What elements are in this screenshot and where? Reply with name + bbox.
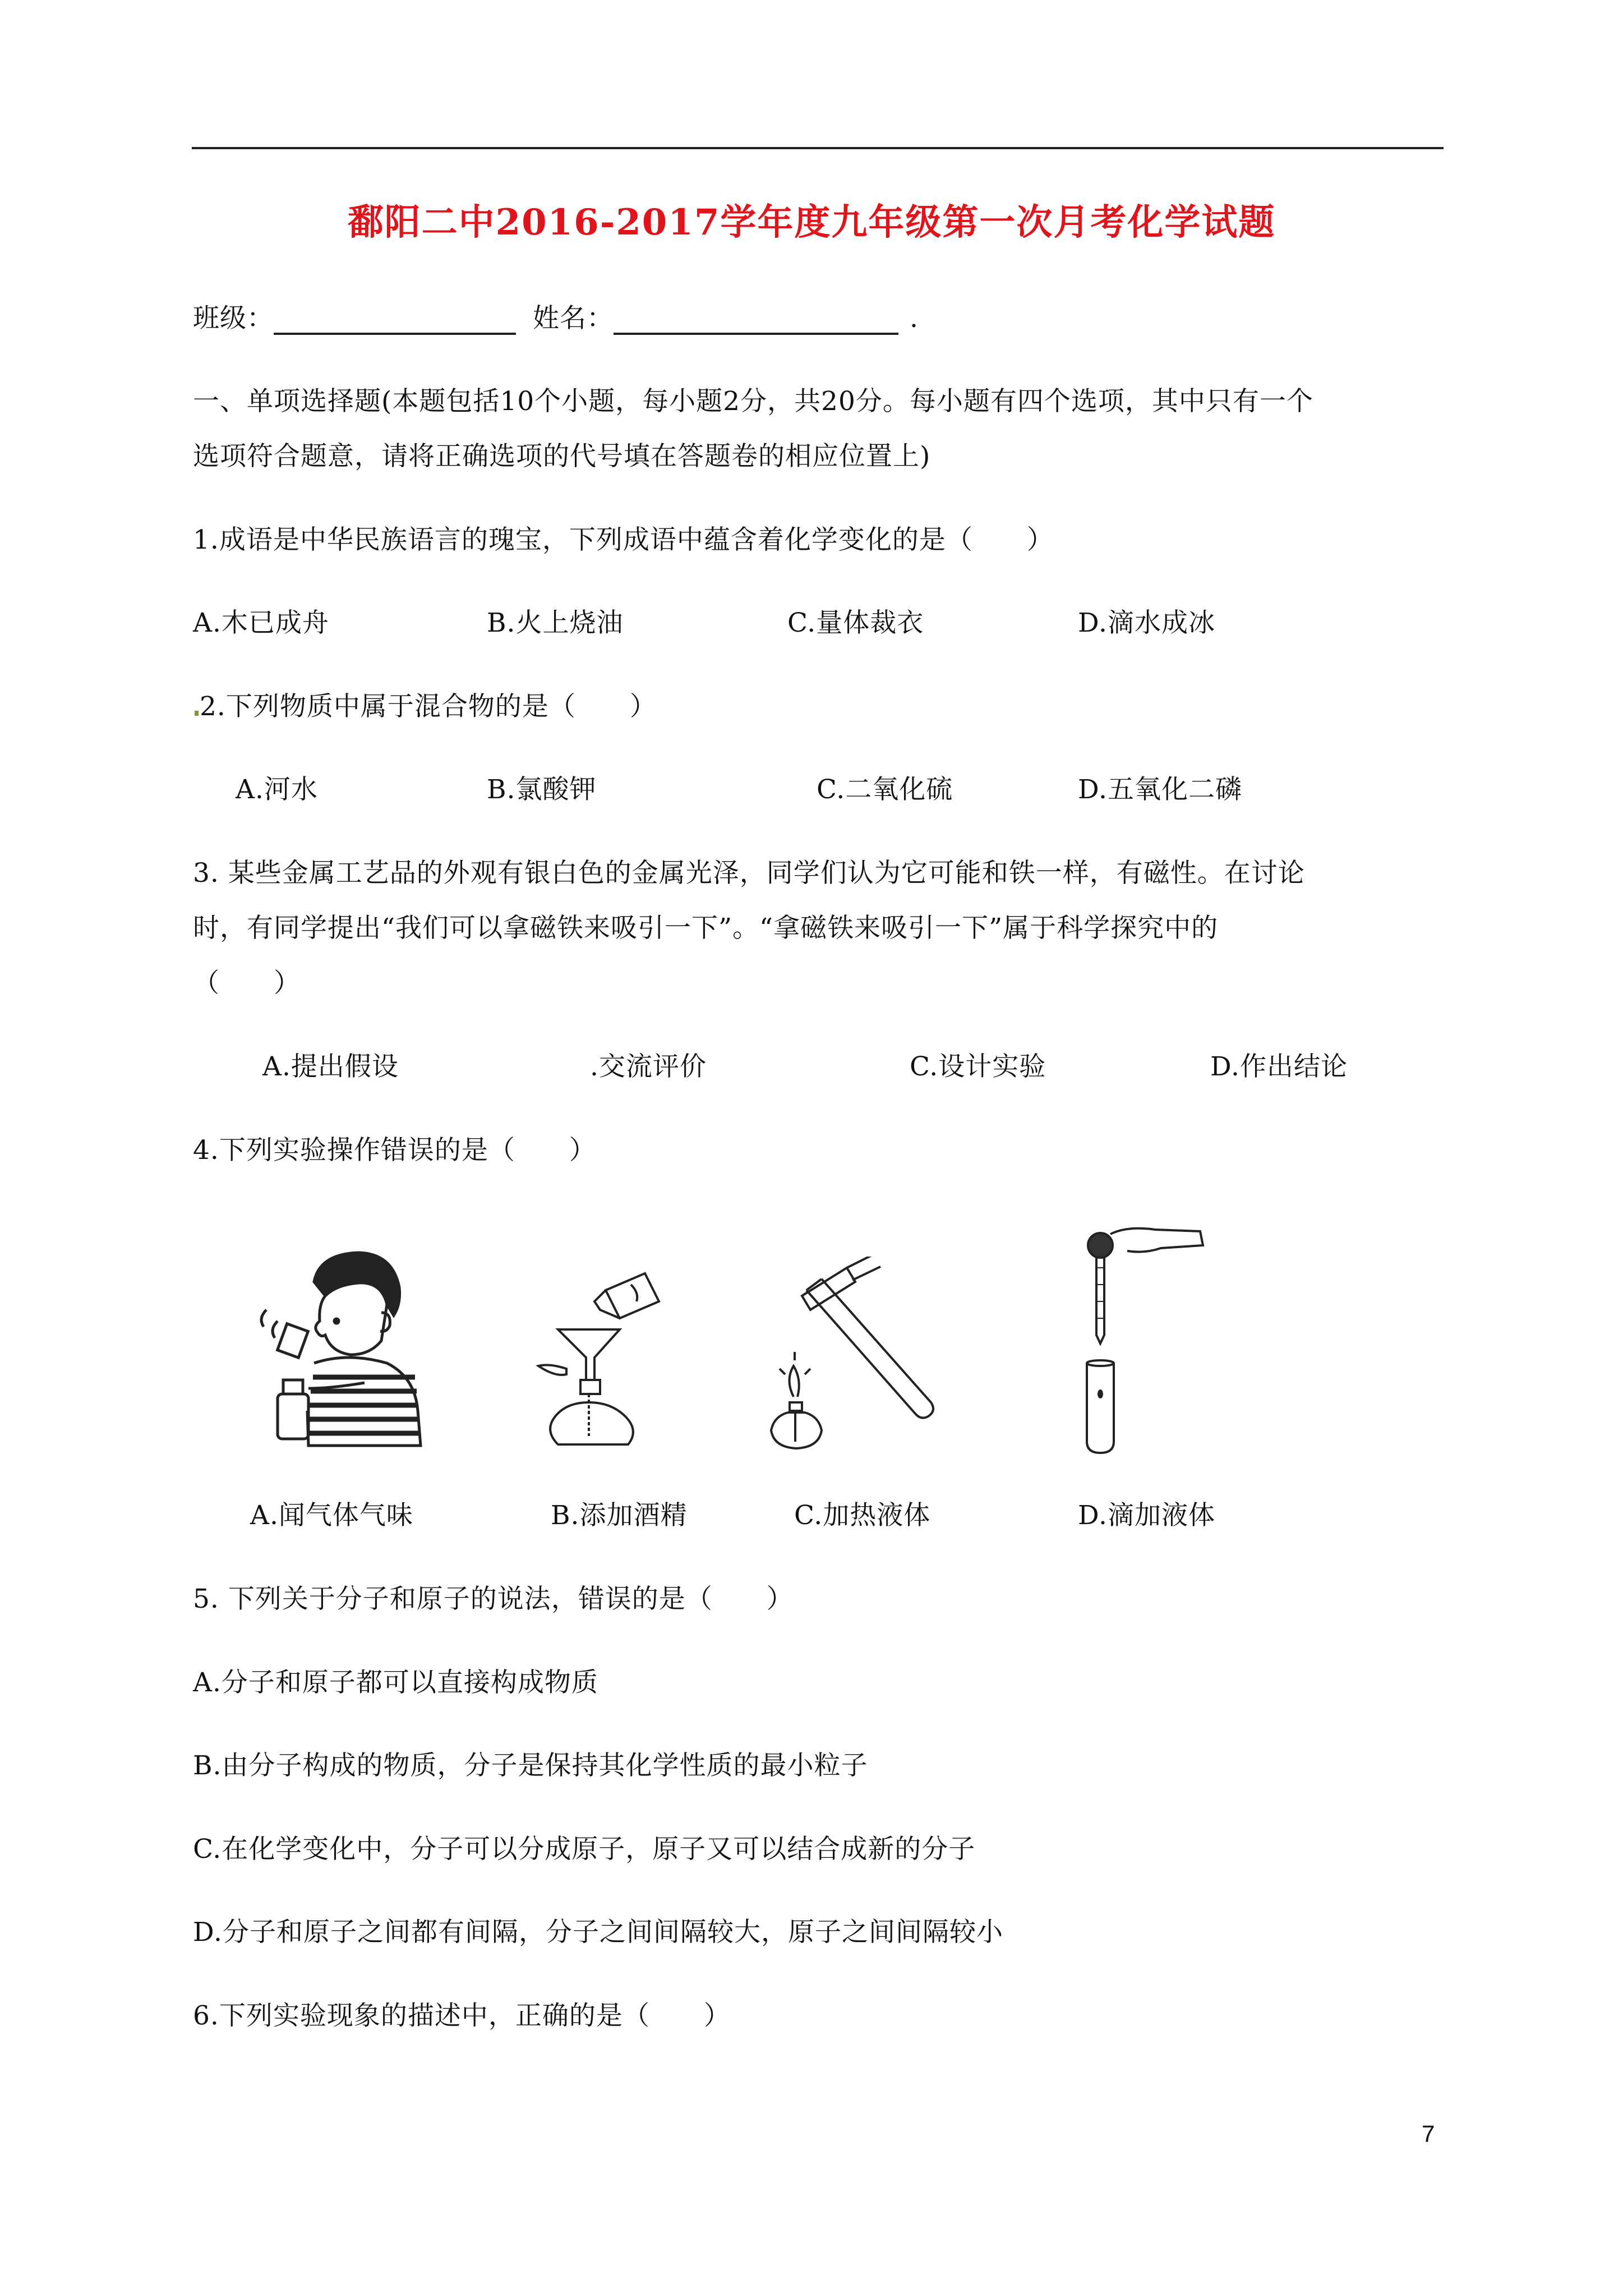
q4-stem: 4.下列实验操作错误的是（ ） — [193, 1135, 596, 1166]
name-blank[interactable] — [614, 306, 898, 335]
class-label: 班级： — [193, 303, 274, 334]
figure-smell-gas — [247, 1243, 432, 1450]
figure-add-alcohol — [533, 1268, 667, 1458]
q2-option-b: B.氯酸钾 — [487, 774, 597, 805]
q2-option-c: C.二氧化硫 — [817, 774, 953, 805]
header-rule — [192, 147, 1444, 149]
page-number: 7 — [1422, 2120, 1435, 2147]
stray-mark — [195, 711, 199, 716]
q3-line1: 3. 某些金属工艺品的外观有银白色的金属光泽，同学们认为它可能和铁一样，有磁性。在讨论 — [193, 858, 1305, 889]
q3-line3: （ ） — [193, 968, 301, 999]
section1-line1: 一、单项选择题(本题包括10个小题，每小题2分，共20分。每小题有四个选项，其中只有一个 — [193, 386, 1313, 417]
q5-stem: 5. 下列关于分子和原子的说法，错误的是（ ） — [193, 1584, 794, 1614]
q3-option-b: .交流评价 — [590, 1051, 707, 1082]
class-blank[interactable] — [274, 306, 516, 335]
q2-option-a: A.河水 — [236, 774, 318, 805]
q4-option-d: D.滴加液体 — [1078, 1500, 1215, 1531]
q5-option-d: D.分子和原子之间都有间隔，分子之间间隔较大，原子之间间隔较小 — [193, 1917, 1003, 1948]
q1-option-a: A.木已成舟 — [193, 608, 329, 638]
q6-stem: 6.下列实验现象的描述中，正确的是（ ） — [193, 2000, 731, 2031]
q5-option-c: C.在化学变化中，分子可以分成原子，原子又可以结合成新的分子 — [193, 1834, 976, 1865]
q1-stem: 1.成语是中华民族语言的瑰宝，下列成语中蕴含着化学变化的是（ ） — [193, 524, 1054, 555]
q4-option-c: C.加热液体 — [794, 1500, 931, 1531]
q3-option-c: C.设计实验 — [910, 1051, 1046, 1082]
q1-option-d: D.滴水成冰 — [1078, 608, 1215, 638]
info-end-mark: . — [910, 303, 919, 334]
q4-option-b: B.添加酒精 — [551, 1500, 688, 1531]
q5-option-b: B.由分子构成的物质，分子是保持其化学性质的最小粒子 — [193, 1750, 868, 1781]
q5-option-a: A.分子和原子都可以直接构成物质 — [193, 1667, 598, 1698]
q4-option-a: A.闻气体气味 — [250, 1500, 413, 1531]
name-label: 姓名： — [533, 303, 614, 334]
q3-line2: 时，有同学提出“我们可以拿磁铁来吸引一下”。“拿磁铁来吸引一下”属于科学探究中的 — [193, 913, 1219, 944]
figure-heat-liquid — [763, 1257, 942, 1458]
q3-option-a: A.提出假设 — [262, 1051, 399, 1082]
figure-drop-liquid — [1077, 1223, 1206, 1458]
exam-title: 鄱阳二中2016-2017学年度九年级第一次月考化学试题 — [347, 201, 1276, 243]
q2-option-d: D.五氧化二磷 — [1078, 774, 1242, 805]
student-info-line — [193, 297, 919, 335]
q1-option-c: C.量体裁衣 — [787, 608, 924, 638]
q3-option-d: D.作出结论 — [1210, 1051, 1348, 1082]
q2-stem: 2.下列物质中属于混合物的是（ ） — [200, 691, 657, 722]
section1-line2: 选项符合题意，请将正确选项的代号填在答题卷的相应位置上) — [193, 441, 931, 472]
q1-option-b: B.火上烧油 — [487, 608, 624, 638]
